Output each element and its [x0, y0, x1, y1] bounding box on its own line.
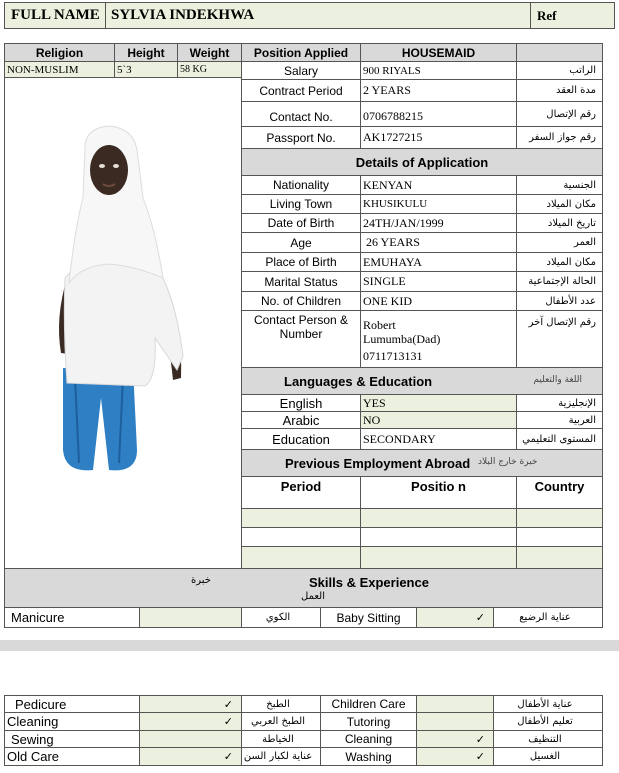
skill-pedicure-label: Pedicure: [4, 695, 140, 713]
skill-cleaning-2-check: ✓: [416, 730, 494, 748]
skill-cleaning-label: Cleaning: [4, 712, 140, 731]
skills-title: Skills & Experience: [309, 575, 429, 590]
contact-person-label: Contact Person & Number: [241, 310, 361, 368]
passport-value: AK1727215: [360, 126, 517, 149]
skills-arabic-sub: العمل: [301, 591, 326, 602]
employment-col-position-text: Positio n: [411, 479, 466, 494]
employment-title-bar: [241, 449, 603, 477]
marital-status-value: SINGLE: [360, 271, 517, 292]
nationality-arabic: الجنسية: [516, 175, 603, 195]
position-arabic-cell: [516, 43, 603, 62]
passport-arabic: رقم جواز السفر: [516, 126, 603, 149]
skill-washing-label: Washing: [320, 747, 417, 766]
english-label: English: [241, 394, 361, 412]
position-applied-value: HOUSEMAID: [360, 43, 517, 62]
children-label: No. of Children: [241, 291, 361, 311]
applicant-photo: [5, 78, 241, 568]
skill-sewing-label: Sewing: [4, 730, 140, 748]
skill-tutoring-label: Tutoring: [320, 712, 417, 731]
skill-old-care-label: Old Care: [4, 747, 140, 766]
skills-arabic-left: خبرة: [191, 575, 211, 586]
skill-children-care-arabic: عناية الأطفال: [493, 695, 603, 713]
height-header: Height: [114, 43, 178, 62]
place-of-birth-value: EMUHAYA: [360, 252, 517, 272]
age-value: 26 YEARS: [360, 232, 517, 253]
employment-row: [360, 527, 517, 547]
english-value: YES: [360, 394, 517, 412]
skill-old-care-arabic: عناية لكبار السن: [241, 747, 321, 766]
skill-washing-arabic: الغسيل: [493, 747, 603, 766]
religion-value: NON-MUSLIM: [4, 61, 115, 78]
dob-value: 24TH/JAN/1999: [360, 213, 517, 233]
employment-col-position: [360, 476, 517, 509]
passport-label: Passport No.: [241, 126, 361, 149]
children-value: ONE KID: [360, 291, 517, 311]
employment-row: [516, 546, 603, 569]
education-value: SECONDARY: [360, 428, 517, 450]
weight-value: 58 KG: [177, 61, 242, 78]
skill-baby-sitting-arabic: عناية الرضيع: [493, 607, 603, 628]
place-of-birth-arabic: مكان الميلاد: [516, 252, 603, 272]
marital-status-label: Marital Status: [241, 271, 361, 292]
skill-pedicure-arabic: الطبخ: [241, 695, 321, 713]
employment-row: [360, 546, 517, 569]
contract-value: 2 YEARS: [360, 79, 517, 102]
living-town-value: KHUSIKULU: [360, 194, 517, 214]
skill-children-care-label: Children Care: [320, 695, 417, 713]
skill-tutoring-check: [416, 712, 494, 731]
skill-washing-check: ✓: [416, 747, 494, 766]
skill-tutoring-arabic: تعليم الأطفال: [493, 712, 603, 731]
full-name-label: FULL NAME: [11, 7, 100, 23]
salary-label: Salary: [241, 61, 361, 80]
employment-row: [241, 546, 361, 569]
contact-person-name: Robert Lumumba(Dad): [363, 318, 441, 346]
position-applied-label: Position Applied: [241, 43, 361, 62]
living-town-label: Living Town: [241, 194, 361, 214]
education-label: Education: [241, 428, 361, 450]
arabic-arabic: العربية: [516, 411, 603, 429]
contact-person-phone: 0711713131: [363, 349, 423, 363]
arabic-value: NO: [360, 411, 517, 429]
dob-label: Date of Birth: [241, 213, 361, 233]
employment-arabic-title: خبرة خارج البلاد: [478, 457, 538, 467]
employment-row: [516, 527, 603, 547]
nationality-label: Nationality: [241, 175, 361, 195]
languages-title-bar: [241, 367, 603, 395]
employment-title: Previous Employment Abroad: [285, 456, 471, 471]
skill-manicure-label: Manicure: [4, 607, 140, 628]
marital-status-arabic: الحالة الإجتماعية: [516, 271, 603, 292]
skill-pedicure-check: ✓: [139, 695, 242, 713]
employment-row: [516, 508, 603, 528]
contract-arabic: مدة العقد: [516, 79, 603, 102]
english-arabic: الإنجليزية: [516, 394, 603, 412]
contact-value: 0706788215: [360, 101, 517, 127]
salary-arabic: الراتب: [516, 61, 603, 80]
full-name-bar: [4, 2, 615, 29]
skill-cleaning-2-arabic: التنظيف: [493, 730, 603, 748]
height-value: 5`3: [114, 61, 178, 78]
skill-sewing-arabic: الخياطة: [241, 730, 321, 748]
arabic-label: Arabic: [241, 411, 361, 429]
languages-arabic-title: اللغة والتعليم: [533, 375, 582, 385]
skill-manicure-check: [139, 607, 242, 628]
contract-label: Contract Period: [241, 79, 361, 102]
photo-frame: [4, 77, 242, 569]
skill-cleaning-check: ✓: [139, 712, 242, 731]
nationality-value: KENYAN: [360, 175, 517, 195]
skill-old-care-check: ✓: [139, 747, 242, 766]
employment-row: [241, 508, 361, 528]
skill-baby-sitting-label: Baby Sitting: [320, 607, 417, 628]
contact-person-arabic: رقم الإتصال آخر: [516, 310, 603, 368]
employment-col-period: Period: [241, 476, 361, 509]
skill-manicure-arabic: الكوي: [241, 607, 321, 628]
skill-cleaning-arabic: الطبخ العربي: [241, 712, 321, 731]
details-title: Details of Application: [241, 148, 603, 176]
dob-arabic: تاريخ الميلاد: [516, 213, 603, 233]
skills-title-bar: [4, 568, 603, 608]
ref-label: Ref: [537, 8, 557, 23]
age-label: Age: [241, 232, 361, 253]
contact-label: Contact No.: [241, 101, 361, 127]
full-name-value: SYLVIA INDEKHWA: [111, 7, 255, 23]
page-break-separator: [0, 640, 619, 651]
employment-col-country: Country: [516, 476, 603, 509]
skill-children-care-check: [416, 695, 494, 713]
place-of-birth-label: Place of Birth: [241, 252, 361, 272]
contact-arabic: رقم الإتصال: [516, 101, 603, 127]
children-arabic: عدد الأطفال: [516, 291, 603, 311]
contact-person-cell: [360, 310, 517, 368]
skill-cleaning-2-label: Cleaning: [320, 730, 417, 748]
employment-row: [241, 527, 361, 547]
living-town-arabic: مكان الميلاد: [516, 194, 603, 214]
weight-header: Weight: [177, 43, 242, 62]
skill-sewing-check: [139, 730, 242, 748]
age-arabic: العمر: [516, 232, 603, 253]
religion-header: Religion: [4, 43, 115, 62]
skill-baby-sitting-check: ✓: [416, 607, 494, 628]
education-arabic: المستوى التعليمي: [516, 428, 603, 450]
salary-value: 900 RIYALS: [360, 61, 517, 80]
employment-row: [360, 508, 517, 528]
languages-title: Languages & Education: [284, 374, 433, 389]
